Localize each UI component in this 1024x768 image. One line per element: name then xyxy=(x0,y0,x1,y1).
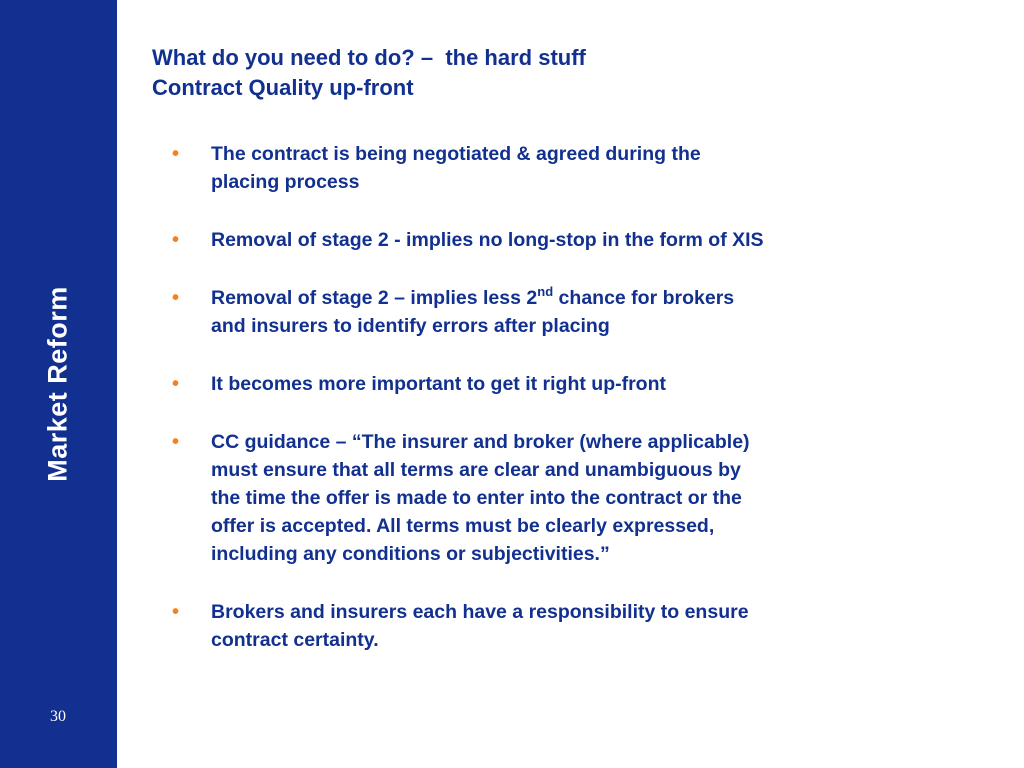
bullet-icon: • xyxy=(172,601,180,623)
bullet-text xyxy=(211,284,972,340)
superscript: nd xyxy=(537,284,554,299)
bullet-item xyxy=(172,226,972,254)
bullet-text-after: chance for brokers and insurers to identify errors after placing xyxy=(211,287,735,337)
bullet-item xyxy=(172,284,972,340)
page-number: 30 xyxy=(50,708,66,725)
bullet-item xyxy=(172,598,972,654)
bullet-item xyxy=(172,370,972,398)
title-line-2: Contract Quality up-front xyxy=(152,75,414,100)
bullet-icon: • xyxy=(172,373,180,395)
bullet-icon: • xyxy=(172,143,180,165)
slide-title xyxy=(152,43,586,103)
bullet-text: The contract is being negotiated & agreed during the placing process xyxy=(211,143,701,193)
bullet-text: It becomes more important to get it right up-front xyxy=(211,373,666,395)
bullet-text: Removal of stage 2 - implies no long-stop in the form of XIS xyxy=(211,229,764,251)
bullet-text: CC guidance – “The insurer and broker (where applicable) must ensure that all terms are clear and unambiguous by the time the offer is made to enter into the contract or the offer is accepted. All terms must be clearly expressed, including any conditions or subjectivities.” xyxy=(211,431,750,565)
bullet-icon: • xyxy=(172,431,180,453)
bullet-item xyxy=(172,428,972,568)
bullet-icon: • xyxy=(172,229,180,251)
bullet-item xyxy=(172,140,972,196)
title-line-1: What do you need to do? – the hard stuff xyxy=(152,45,586,70)
bullet-icon: • xyxy=(172,287,180,309)
bullet-list xyxy=(172,140,972,684)
bullet-text: Brokers and insurers each have a responsibility to ensure contract certainty. xyxy=(211,601,749,651)
bullet-text-before: Removal of stage 2 – implies less 2 xyxy=(211,287,538,309)
sidebar-title: Market Reform xyxy=(42,286,73,482)
sidebar xyxy=(0,0,117,768)
